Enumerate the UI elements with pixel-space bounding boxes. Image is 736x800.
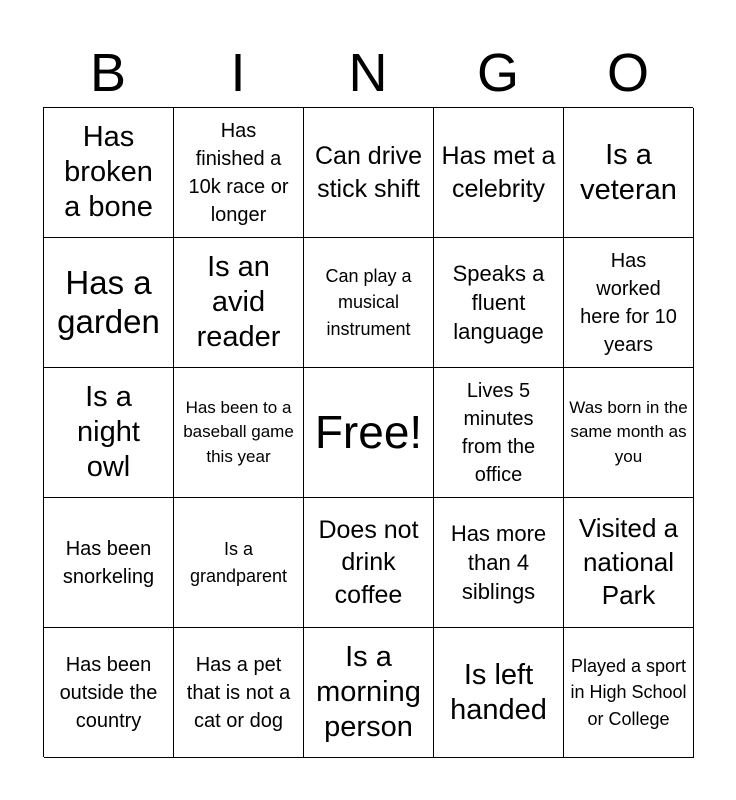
cell-text: Can drive stick shift — [315, 142, 422, 203]
free-space[interactable] — [304, 368, 434, 498]
bingo-cell[interactable] — [434, 108, 564, 238]
bingo-cell[interactable] — [304, 108, 434, 238]
bingo-header — [43, 40, 693, 106]
cell-text: Has a pet that is not a cat or dog — [186, 653, 291, 732]
bingo-cell[interactable] — [434, 498, 564, 628]
header-letter-b: B — [89, 43, 127, 103]
cell-text: Has finished a 10k race or longer — [188, 119, 289, 226]
cell-text: Is a morning person — [316, 641, 421, 743]
header-letter-o: O — [606, 43, 649, 103]
bingo-cell[interactable] — [174, 238, 304, 368]
cell-text: Has more than 4 siblings — [450, 520, 547, 605]
cell-text: Played a sport in High School or College — [570, 656, 687, 729]
bingo-cell[interactable] — [304, 628, 434, 758]
bingo-cell[interactable] — [44, 498, 174, 628]
cell-text: Has been outside the country — [59, 653, 158, 732]
cell-text: Has a garden — [57, 263, 160, 340]
free-space-text: Free! — [314, 406, 423, 459]
bingo-cell[interactable] — [564, 108, 694, 238]
bingo-board — [43, 107, 693, 757]
bingo-cell[interactable] — [564, 628, 694, 758]
bingo-cell[interactable] — [44, 628, 174, 758]
bingo-cell[interactable] — [44, 238, 174, 368]
bingo-cell[interactable] — [174, 108, 304, 238]
cell-text: Is a veteran — [580, 138, 677, 206]
cell-text: Does not drink coffee — [318, 515, 419, 609]
bingo-cell[interactable] — [434, 628, 564, 758]
cell-text: Is an avid reader — [196, 251, 281, 353]
bingo-cell[interactable] — [434, 368, 564, 498]
cell-text: Was born in the same month as you — [569, 397, 688, 466]
bingo-cell[interactable] — [564, 238, 694, 368]
cell-text: Is left handed — [450, 658, 547, 726]
bingo-cell[interactable] — [174, 628, 304, 758]
cell-text: Visited a national Park — [578, 512, 679, 611]
cell-text: Has worked here for 10 years — [580, 249, 677, 356]
cell-text: Lives 5 minutes from the office — [461, 379, 536, 486]
bingo-cell[interactable] — [44, 368, 174, 498]
header-letter-i: I — [230, 43, 246, 103]
cell-text: Speaks a fluent language — [452, 260, 545, 345]
bingo-cell[interactable] — [174, 498, 304, 628]
cell-text: Can play a musical instrument — [325, 266, 412, 339]
header-letter-n: N — [348, 43, 388, 103]
cell-text: Has been to a baseball game this year — [183, 397, 294, 466]
bingo-cell[interactable] — [564, 498, 694, 628]
header-letter-g: G — [476, 43, 519, 103]
cell-text: Is a night owl — [77, 381, 140, 483]
bingo-cell[interactable] — [304, 498, 434, 628]
bingo-cell[interactable] — [304, 238, 434, 368]
bingo-cell[interactable] — [564, 368, 694, 498]
bingo-cell[interactable] — [44, 108, 174, 238]
bingo-cell[interactable] — [174, 368, 304, 498]
cell-text: Has broken a bone — [64, 121, 153, 223]
cell-text: Is a grandparent — [189, 539, 288, 586]
cell-text: Has been snorkeling — [62, 537, 155, 588]
bingo-cell[interactable] — [434, 238, 564, 368]
cell-text: Has met a celebrity — [441, 142, 556, 203]
